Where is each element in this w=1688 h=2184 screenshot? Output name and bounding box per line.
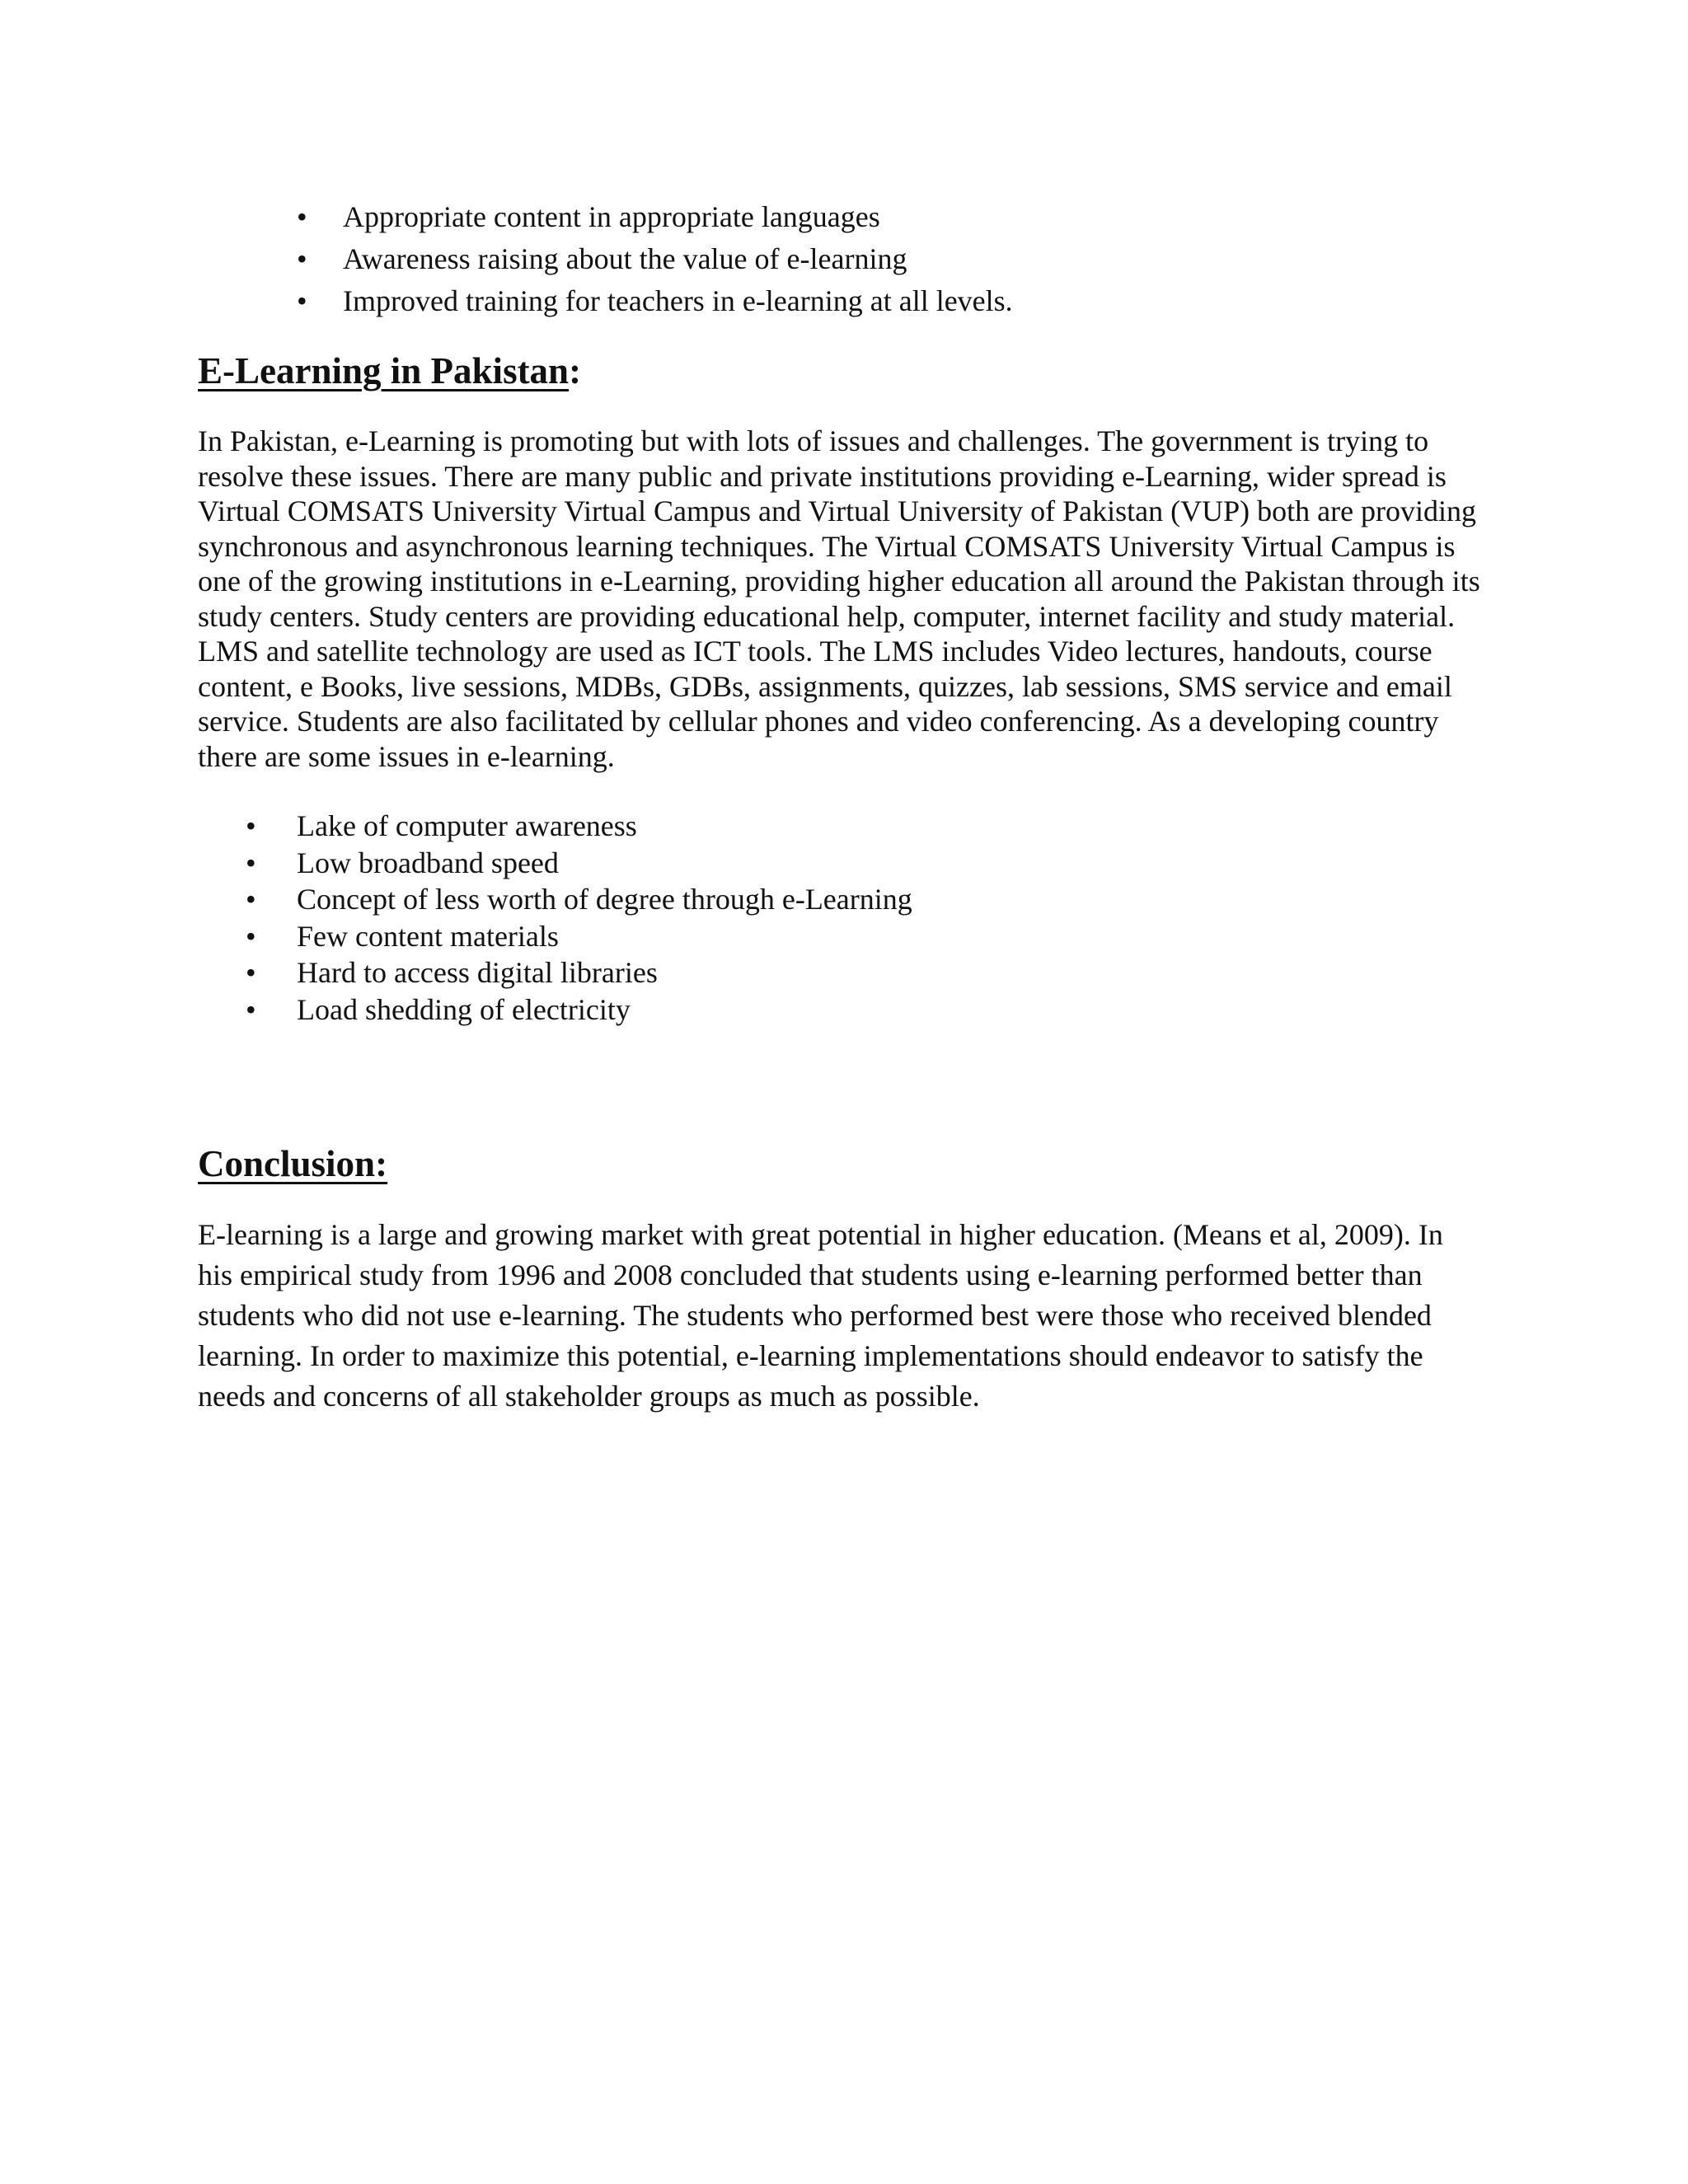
section-heading-pakistan (198, 346, 1484, 396)
list-item (198, 918, 1484, 955)
list-item (198, 196, 1484, 238)
intro-bullet-list (198, 196, 1484, 322)
list-item (198, 808, 1484, 845)
list-item-text: Improved training for teachers in e-learning at all levels. (343, 284, 1013, 317)
bullet-icon: • (297, 200, 307, 233)
list-item-text: Few content materials (297, 919, 559, 953)
list-item (198, 280, 1484, 322)
list-item-text: Load shedding of electricity (297, 992, 631, 1026)
conclusion-paragraph: E-learning is a large and growing market with great potential in higher education. (Means et al, 2009). In his empirical study from 1996 and 2008 concluded that students using e-learning performed better than students who did not use e-learning. The students who performed best were those who received blended learning. In order to maximize this potential, e-learning implementations should endeavor to satisfy the needs and concerns of all stakeholder groups as much as possible. (198, 1218, 1443, 1413)
issues-bullet-list (198, 808, 1484, 1028)
bullet-icon: • (297, 242, 307, 275)
bullet-icon: • (246, 956, 256, 989)
list-item-text: Low broadband speed (297, 846, 559, 879)
heading-text: E-Learning in Pakistan (198, 350, 570, 391)
list-item-text: Concept of less worth of degree through e-Learning (297, 883, 912, 916)
list-item (198, 238, 1484, 280)
pakistan-paragraph: In Pakistan, e-Learning is promoting but with lots of issues and challenges. The government is trying to resolve these issues. There are many public and private institutions providing e-Learning, wider spread is Virtual COMSATS University Virtual Campus and Virtual University of Pakistan (VUP) both are providing synchronous and asynchronous learning techniques. The Virtual COMSATS University Virtual Campus is one of the growing institutions in e-Learning, providing higher education all around the Pakistan through its study centers. Study centers are providing educational help, computer, internet facility and study material. LMS and satellite technology are used as ICT tools. The LMS includes Video lectures, handouts, course content, e Books, live sessions, MDBs, GDBs, assignments, quizzes, lab sessions, SMS service and email service. Students are also facilitated by cellular phones and video conferencing. As a developing country there are some issues in e-learning. (198, 424, 1480, 773)
bullet-icon: • (246, 809, 256, 842)
bullet-icon: • (246, 883, 256, 916)
list-item-text: Awareness raising about the value of e-learning (343, 242, 907, 275)
bullet-icon: • (246, 846, 256, 879)
heading-colon: : (569, 350, 582, 391)
list-item-text: Lake of computer awareness (297, 809, 637, 842)
bullet-icon: • (246, 992, 256, 1026)
list-item (198, 954, 1484, 991)
list-item (198, 845, 1484, 882)
section-heading-conclusion (198, 1139, 1484, 1188)
heading-text: Conclusion: (198, 1143, 388, 1184)
bullet-icon: • (297, 284, 307, 317)
list-item-text: Hard to access digital libraries (297, 956, 658, 989)
list-item (198, 881, 1484, 918)
list-item-text: Appropriate content in appropriate languages (343, 200, 880, 233)
list-item (198, 991, 1484, 1029)
bullet-icon: • (246, 919, 256, 953)
